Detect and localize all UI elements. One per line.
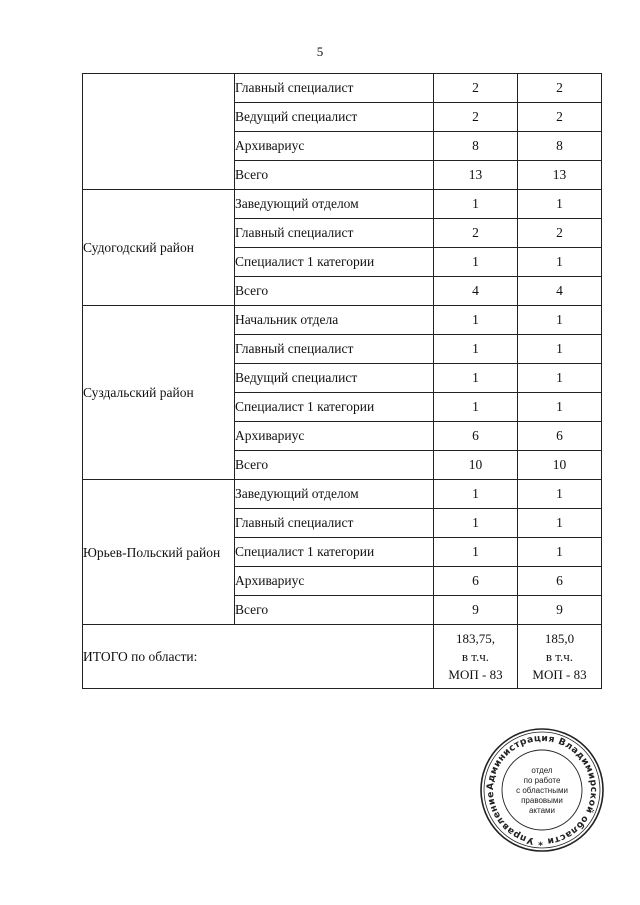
count-cell-1: 1 — [434, 306, 518, 335]
table-row — [83, 190, 602, 219]
total-cell-1 — [434, 625, 518, 689]
count-cell-1: 6 — [434, 422, 518, 451]
count-cell-1: 8 — [434, 132, 518, 161]
position-cell: Начальник отдела — [235, 306, 434, 335]
district-cell: Суздальский район — [83, 306, 235, 480]
position-cell: Всего — [235, 451, 434, 480]
position-cell: Заведующий отделом — [235, 190, 434, 219]
total-detail: МОП - 83 — [532, 666, 587, 682]
count-cell-2: 6 — [518, 567, 602, 596]
official-stamp — [478, 726, 606, 854]
count-cell-2: 2 — [518, 103, 602, 132]
page-number: 5 — [316, 44, 324, 59]
staffing-table — [82, 73, 602, 689]
stamp-ring-text: Администрация Владимирской области * Управление — [484, 732, 600, 848]
count-cell-1: 1 — [434, 509, 518, 538]
position-cell: Главный специалист — [235, 335, 434, 364]
count-cell-1: 9 — [434, 596, 518, 625]
count-cell-2: 1 — [518, 364, 602, 393]
count-cell-2: 1 — [518, 306, 602, 335]
count-cell-2: 1 — [518, 190, 602, 219]
count-cell-2: 1 — [518, 248, 602, 277]
position-cell: Архивариус — [235, 422, 434, 451]
count-cell-2: 9 — [518, 596, 602, 625]
count-cell-1: 1 — [434, 248, 518, 277]
count-cell-1: 1 — [434, 538, 518, 567]
stamp-line: по работе — [523, 776, 561, 785]
count-cell-1: 1 — [434, 393, 518, 422]
stamp-line: правовыми — [521, 796, 563, 805]
position-cell: Главный специалист — [235, 509, 434, 538]
table-row — [83, 480, 602, 509]
count-cell-2: 4 — [518, 277, 602, 306]
count-cell-2: 6 — [518, 422, 602, 451]
position-cell: Всего — [235, 596, 434, 625]
position-cell: Специалист 1 категории — [235, 248, 434, 277]
total-note: в т.ч. — [461, 648, 490, 664]
count-cell-1: 1 — [434, 364, 518, 393]
count-cell-1: 2 — [434, 74, 518, 103]
count-cell-1: 13 — [434, 161, 518, 190]
count-cell-1: 1 — [434, 190, 518, 219]
position-cell: Специалист 1 категории — [235, 538, 434, 567]
count-cell-1: 2 — [434, 219, 518, 248]
count-cell-1: 1 — [434, 335, 518, 364]
position-cell: Всего — [235, 277, 434, 306]
position-cell: Главный специалист — [235, 219, 434, 248]
count-cell-2: 1 — [518, 538, 602, 567]
count-cell-2: 2 — [518, 219, 602, 248]
total-note: в т.ч. — [545, 648, 574, 664]
count-cell-1: 1 — [434, 480, 518, 509]
position-cell: Специалист 1 категории — [235, 393, 434, 422]
position-cell: Архивариус — [235, 567, 434, 596]
district-cell: Судогодский район — [83, 190, 235, 306]
table-row — [83, 74, 602, 103]
stamp-center-text — [508, 766, 576, 816]
stamp-line: актами — [528, 806, 556, 815]
count-cell-2: 1 — [518, 393, 602, 422]
district-cell: Юрьев-Польский район — [83, 480, 235, 625]
count-cell-1: 10 — [434, 451, 518, 480]
total-value: 183,75, — [456, 630, 495, 646]
count-cell-2: 1 — [518, 509, 602, 538]
count-cell-1: 2 — [434, 103, 518, 132]
position-cell: Архивариус — [235, 132, 434, 161]
position-cell: Ведущий специалист — [235, 103, 434, 132]
count-cell-2: 1 — [518, 335, 602, 364]
total-value: 185,0 — [544, 630, 575, 646]
count-cell-1: 4 — [434, 277, 518, 306]
position-cell: Всего — [235, 161, 434, 190]
count-cell-1: 6 — [434, 567, 518, 596]
table-row — [83, 306, 602, 335]
count-cell-2: 10 — [518, 451, 602, 480]
staffing-table-body — [83, 74, 602, 689]
count-cell-2: 1 — [518, 480, 602, 509]
total-cell-2 — [518, 625, 602, 689]
total-detail: МОП - 83 — [448, 666, 503, 682]
district-cell — [83, 74, 235, 190]
position-cell: Ведущий специалист — [235, 364, 434, 393]
position-cell: Главный специалист — [235, 74, 434, 103]
count-cell-2: 8 — [518, 132, 602, 161]
count-cell-2: 2 — [518, 74, 602, 103]
position-cell: Заведующий отделом — [235, 480, 434, 509]
total-label: ИТОГО по области: — [83, 625, 434, 689]
count-cell-2: 13 — [518, 161, 602, 190]
total-row — [83, 625, 602, 689]
stamp-line: с областными — [516, 786, 568, 795]
stamp-line: отдел — [531, 766, 553, 775]
